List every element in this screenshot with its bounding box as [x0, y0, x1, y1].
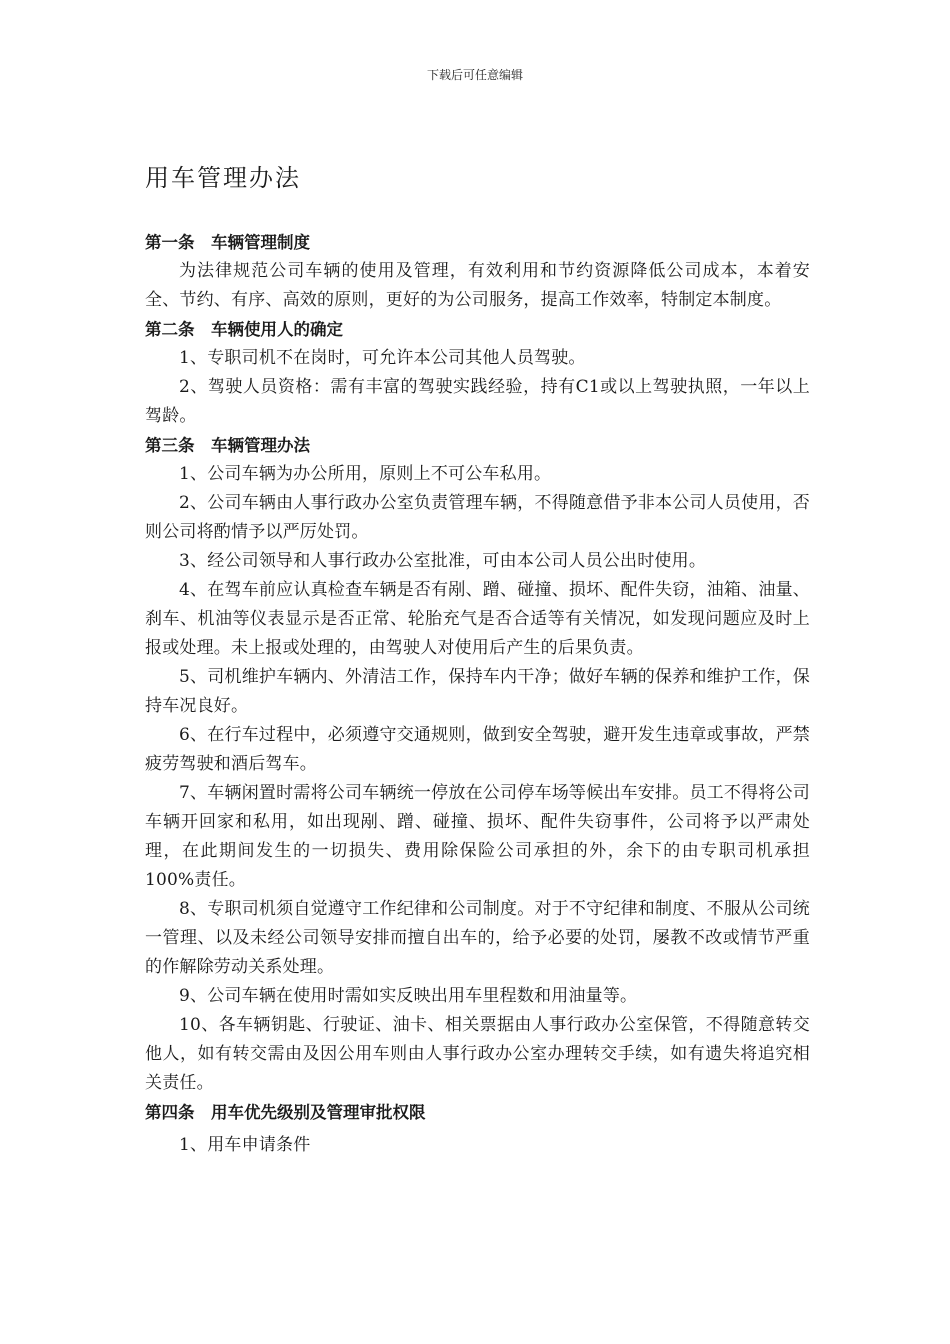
paragraph: 5、司机维护车辆内、外清洁工作，保持车内干净；做好车辆的保养和维护工作，保持车况良好。 [145, 667, 810, 716]
paragraph: 8、专职司机须自觉遵守工作纪律和公司制度。对于不守纪律和制度、不服从公司统一管理、以及未经公司领导安排而擅自出车的，给予必要的处罚，屡教不改或情节严重的作解除劳动关系处理。 [145, 899, 810, 977]
document-body [145, 228, 810, 1160]
section-heading: 第二条 车辆使用人的确定 [145, 320, 343, 339]
paragraph: 2、公司车辆由人事行政办公室负责管理车辆，不得随意借予非本公司人员使用，否则公司将酌情予以严厉处罚。 [145, 493, 810, 542]
paragraph: 1、用车申请条件 [179, 1135, 311, 1155]
paragraph: 3、经公司领导和人事行政办公室批准，可由本公司人员公出时使用。 [179, 551, 707, 571]
paragraph: 6、在行车过程中，必须遵守交通规则，做到安全驾驶，避开发生违章或事故，严禁疲劳驾驶和酒后驾车。 [145, 725, 810, 774]
paragraph: 为法律规范公司车辆的使用及管理，有效利用和节约资源降低公司成本，本着安全、节约、有序、高效的原则，更好的为公司服务，提高工作效率，特制定本制度。 [145, 261, 810, 310]
document-title: 用车管理办法 [145, 164, 301, 192]
paragraph: 1、公司车辆为办公所用，原则上不可公车私用。 [179, 464, 552, 484]
section-heading: 第四条 用车优先级别及管理审批权限 [145, 1103, 426, 1122]
paragraph: 10、各车辆钥匙、行驶证、油卡、相关票据由人事行政办公室保管，不得随意转交他人，如有转交需由及因公用车则由人事行政办公室办理转交手续，如有遗失将追究相关责任。 [145, 1015, 810, 1093]
paragraph: 2、驾驶人员资格：需有丰富的驾驶实践经验，持有C1或以上驾驶执照，一年以上驾龄。 [145, 377, 810, 426]
section-heading: 第一条 车辆管理制度 [145, 233, 310, 252]
header-note: 下载后可任意编辑 [426, 68, 523, 82]
paragraph: 4、在驾车前应认真检查车辆是否有剐、蹭、碰撞、损坏、配件失窃，油箱、油量、刹车、机油等仪表显示是否正常、轮胎充气是否合适等有关情况，如发现问题应及时上报或处理。未上报或处理的，由驾驶人对使用后产生的后果负责。 [145, 580, 810, 658]
paragraph: 1、专职司机不在岗时，可允许本公司其他人员驾驶。 [179, 348, 586, 368]
section-heading: 第三条 车辆管理办法 [145, 436, 310, 455]
paragraph: 9、公司车辆在使用时需如实反映出用车里程数和用油量等。 [179, 986, 638, 1006]
paragraph: 7、车辆闲置时需将公司车辆统一停放在公司停车场等候出车安排。员工不得将公司车辆开回家和私用，如出现剐、蹭、碰撞、损坏、配件失窃事件，公司将予以严肃处理，在此期间发生的一切损失、费用除保险公司承担的外，余下的由专职司机承担100%责任。 [145, 783, 810, 890]
